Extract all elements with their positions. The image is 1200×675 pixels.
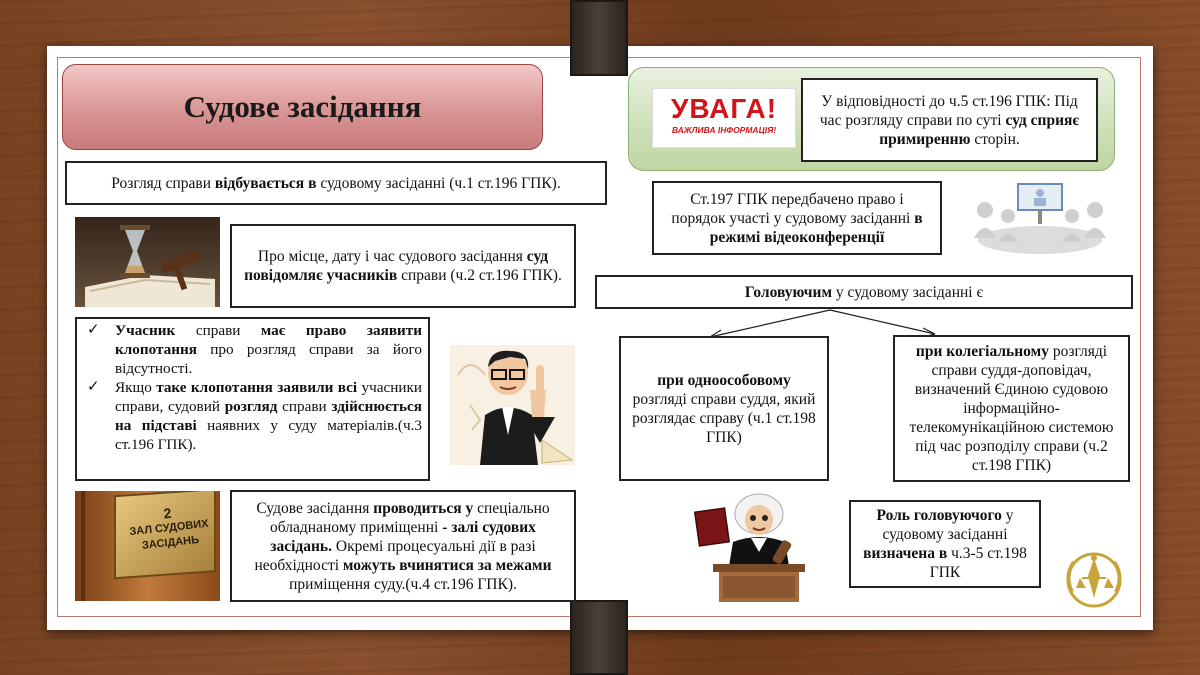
role-bold2: визначена в	[863, 545, 948, 562]
box4-text2: спеціально обладнаному приміщенні	[270, 499, 550, 536]
slide-title: Судове засідання	[62, 64, 543, 150]
single-bold1: при одноособовому	[657, 371, 791, 389]
role-text2: ч.3-5 ст.198 ГПК	[929, 545, 1027, 581]
box4-bold1: проводиться у	[373, 499, 474, 517]
box2-bold1: суд повідомляє учасників	[244, 248, 549, 284]
role-box	[849, 500, 1041, 588]
attention-text-plain1: У відповідності до ч.5 ст.196 ГПК: Під час розгляду справи по суті	[819, 92, 1078, 129]
petition-list	[79, 321, 422, 454]
item2-text2: учасники справи, судовий	[115, 379, 422, 415]
item1-text1: справи	[175, 322, 261, 339]
hearing-place-box	[65, 161, 607, 205]
attention-sign-big: УВАГА!	[670, 93, 778, 124]
check-icon: ✓	[87, 322, 100, 338]
binder-clip-top	[570, 0, 628, 76]
videoconference-box	[652, 181, 942, 255]
attention-sign	[652, 88, 796, 148]
attention-sign-small: ВАЖЛИВА ІНФОРМАЦІЯ!	[671, 125, 777, 135]
box2-text2: справи (ч.2 ст.196 ГПК).	[397, 267, 562, 284]
item2-text4: наявних у суду матеріалів.(ч.3 ст.196 ГПК).	[115, 417, 422, 453]
item1-bold2: має право заявити клопотання	[115, 322, 422, 358]
presiding-box	[595, 275, 1133, 309]
door-sign	[125, 501, 213, 556]
item2-bold3: здійснюється на підставі	[115, 398, 422, 434]
notification-box	[230, 224, 576, 308]
door-sign-line2: ЗАСІДАНЬ	[141, 533, 200, 552]
lawyer-thinking-image	[450, 345, 575, 465]
courtroom-box	[230, 490, 576, 602]
collegial-text1: розгляді справи суддя-доповідач, визначений Єдиною судовою інформаційно-телекомунікаційною системою під час розподілу справи (ч.2 ст.198 ГПК)	[909, 343, 1114, 474]
item2-bold1: таке клопотання заявили всі	[156, 379, 358, 396]
box1-text1: Розгляд справи	[111, 174, 215, 192]
item1-bold1: Учасник	[115, 322, 176, 339]
box4-text1: Судове засідання	[256, 499, 374, 517]
role-text1: у судовому засіданні	[882, 507, 1014, 543]
box4-bold3: можуть вчинятися за межами	[342, 556, 552, 574]
attention-text-plain2: сторін.	[970, 130, 1020, 148]
single-text1: розгляді справи суддя, який розглядає справу (ч.1 ст.198 ГПК)	[632, 390, 816, 446]
box1-bold1: відбувається в	[214, 174, 317, 192]
binder-clip-bottom	[570, 600, 628, 675]
item2-text3: справи	[277, 398, 332, 415]
judge-image	[693, 490, 818, 605]
presiding-text1: у судовому засіданні є	[832, 283, 984, 301]
attention-text	[801, 78, 1098, 162]
box4-bold2: - залі судових засідань.	[270, 518, 536, 555]
single-judge-box	[619, 336, 829, 481]
videoconference-image	[960, 180, 1120, 260]
door-sign-line1: ЗАЛ СУДОВИХ	[128, 517, 210, 539]
presiding-bold1: Головуючим	[744, 283, 833, 301]
box1-text2: судовому засіданні (ч.1 ст.196 ГПК).	[316, 174, 561, 192]
item2-text1: Якщо	[115, 379, 157, 396]
hourglass-gavel-image	[75, 217, 220, 307]
item2-bold2: розгляд	[224, 398, 278, 415]
courtroom-door-image	[75, 491, 220, 601]
door-sign-number: 2	[162, 504, 173, 522]
box2-text1: Про місце, дату і час судового засідання	[257, 248, 527, 265]
box4-text4: приміщення суду.(ч.4 ст.196 ГПК).	[289, 575, 517, 593]
box4-text3: Окремі процесуальні дії в разі необхідності	[254, 537, 536, 574]
video-text1: Ст.197 ГПК передбачено право і порядок участі у судовому засіданні	[671, 190, 915, 227]
video-bold1: в режимі відеоконференції	[709, 209, 923, 246]
emblem-image	[1060, 548, 1128, 612]
item1-text2: про розгляд справи за його відсутності.	[115, 341, 422, 377]
petition-box	[75, 317, 430, 481]
attention-text-bold: суд сприяє примиренню	[879, 111, 1080, 148]
collegial-bold1: при колегіальному	[915, 343, 1049, 360]
check-icon: ✓	[87, 379, 100, 395]
role-bold1: Роль головуючого	[876, 507, 1002, 524]
petition-list-item	[79, 321, 422, 378]
collegial-box	[893, 335, 1130, 482]
petition-list-item	[79, 378, 422, 454]
